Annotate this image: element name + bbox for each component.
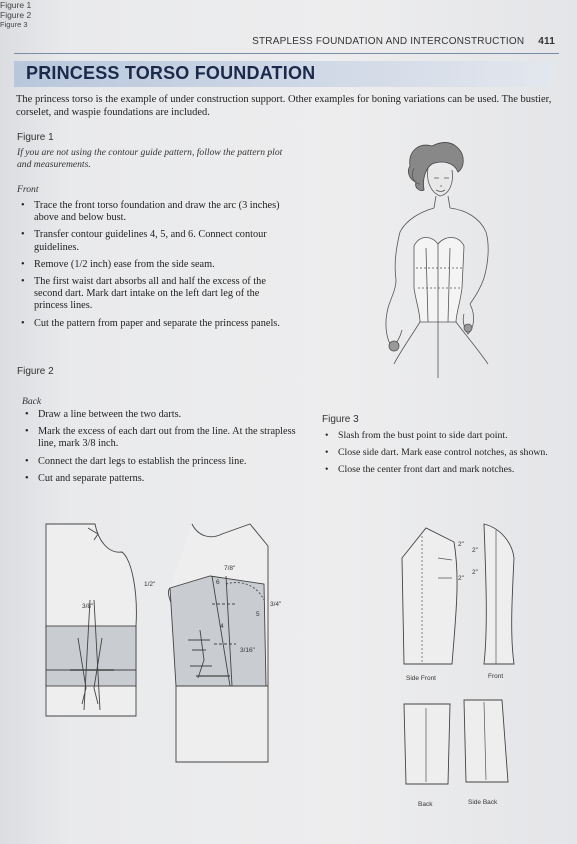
diagram-fig3-label: Figure 3 (0, 20, 28, 29)
fig3-measure-4: 2" (472, 569, 478, 576)
list-item: • Cut the pattern from paper and separate the princess panels. (21, 317, 280, 329)
back-heading: Back (22, 396, 42, 407)
figure2-bullet-list (22, 409, 304, 490)
page-number: 411 (538, 36, 555, 47)
intro-paragraph: The princess torso is the example of under construction support. Other examples for boning variations can be used. The bustier, corselet, and waspie foundations are included. (16, 94, 552, 118)
diagram-fig1-label: Figure 1 (0, 0, 32, 10)
list-item: • Trace the front torso foundation and draw the arc (3 inches) above and below bust. (21, 200, 280, 224)
figure1-label: Figure 1 (17, 132, 54, 143)
back-pattern-diagram (140, 520, 300, 768)
diagram-fig2-label: Figure 2 (0, 10, 32, 20)
list-item: • Mark the excess of each dart out from the line. At the strapless line, mark 3/8 inch. (25, 426, 296, 450)
list-item: • Slash from the bust point to side dart point. (325, 430, 508, 441)
caption-front: Front (488, 673, 504, 680)
page-title: PRINCESS TORSO FOUNDATION (26, 63, 316, 83)
running-title: STRAPLESS FOUNDATION AND INTERCONSTRUCTION (252, 36, 525, 47)
list-item: • Draw a line between the two darts. (25, 409, 182, 420)
caption-back: Back (418, 801, 433, 808)
list-item: • Transfer contour guidelines 4, 5, and 6. Connect contour guidelines. (21, 229, 267, 253)
list-item: • Close side dart. Mark ease control notches, as shown. (325, 447, 548, 459)
fig3-measure-1: 2" (458, 541, 464, 548)
fig2-measure-3: 3/4" (270, 601, 282, 608)
fig3-measure-2: 2" (458, 575, 464, 582)
fig2-measure-2: 1/2" (144, 581, 156, 588)
fig2-number-6: 6 (216, 579, 220, 586)
figure3-pattern-diagrams (392, 518, 532, 818)
fig3-measure-3: 2" (472, 547, 478, 554)
list-item: • Connect the dart legs to establish the princess line. (25, 455, 247, 467)
list-item: • The first waist dart absorbs all and half the excess of the second dart. Mark dart intake on the left dart leg of the princess lines. (21, 276, 266, 312)
fashion-illustration (370, 138, 530, 388)
figure3-label: Figure 3 (322, 414, 359, 425)
fig2-measure-1: 7/8" (224, 565, 236, 572)
figure1-bullet-list (18, 200, 294, 335)
front-heading: Front (17, 184, 39, 195)
figure2-label: Figure 2 (17, 366, 54, 377)
list-item: • Close the center front dart and mark notches. (325, 464, 515, 476)
figure1-note: If you are not using the contour guide pattern, follow the pattern plot and measurements. (17, 147, 283, 170)
fig2-number-5: 5 (256, 611, 260, 618)
list-item: • Cut and separate patterns. (25, 472, 145, 484)
caption-side-front: Side Front (406, 675, 436, 682)
running-head (252, 36, 555, 47)
caption-side-back: Side Back (468, 799, 498, 806)
fig2-measure-4: 3/16" (240, 647, 255, 654)
figure3-bullet-list (322, 430, 570, 482)
header-rule (14, 53, 559, 54)
fig1-measure: 3/8" (82, 603, 94, 610)
fig2-number-4: 4 (220, 623, 224, 630)
list-item: • Remove (1/2 inch) ease from the side seam. (21, 258, 215, 270)
